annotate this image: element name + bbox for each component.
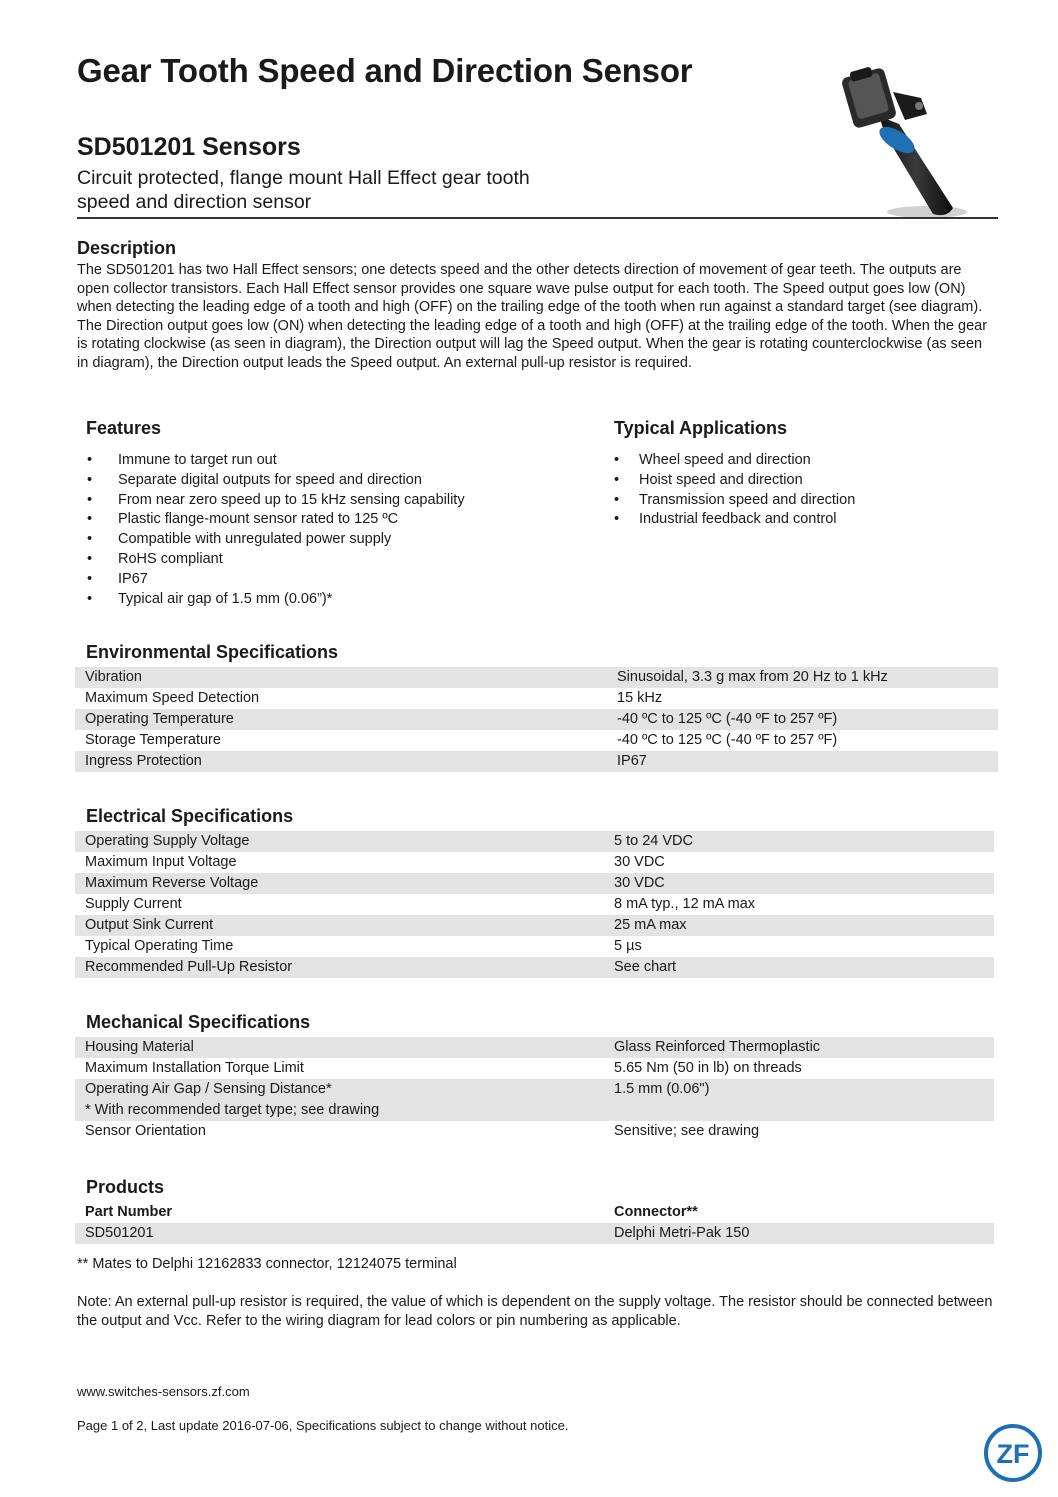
- spec-value: IP67: [617, 753, 647, 769]
- spec-value: Sensitive; see drawing: [614, 1123, 760, 1139]
- products-table: [75, 1202, 994, 1244]
- spec-label: Sensor Orientation: [85, 1123, 206, 1139]
- list-item: • Hoist speed and direction: [614, 471, 855, 491]
- features-list: [87, 451, 465, 609]
- mechanical-heading: Mechanical Specifications: [86, 1012, 311, 1032]
- environmental-table: [75, 667, 998, 772]
- spec-value: 30 VDC: [614, 875, 665, 891]
- table-row: [75, 1037, 994, 1058]
- description-text: The SD501201 has two Hall Effect sensors; one detects speed and the other detects direction of movement of gear teeth. The outputs are open collector transistors. Each Hall Effect sensor provides one square wave pulse output for each tooth. The Speed output goes low (ON) when detecting the leading edge of a tooth and high (OFF) on the trailing edge of the tooth when run against a standard target (see diagram). The Direction output goes low (ON) when detecting the leading edge of a tooth and high (OFF) at the trailing edge of the tooth. When the gear is rotating clockwise (as seen in diagram), the Direction output will lag the Speed output. When the gear is rotating counterclockwise (as seen in diagram), the Direction output leads the Speed output. An external pull-up resistor is required.: [77, 262, 988, 371]
- spec-value: 25 mA max: [614, 917, 687, 933]
- table-row: [75, 1079, 994, 1121]
- table-row: [75, 1058, 994, 1079]
- list-item: • Compatible with unregulated power supply: [87, 530, 465, 550]
- spec-value: 30 VDC: [614, 854, 665, 870]
- spec-label: Maximum Input Voltage: [85, 854, 237, 870]
- spec-value: Glass Reinforced Thermoplastic: [614, 1039, 821, 1055]
- features-heading: Features: [86, 418, 162, 438]
- list-item: • Plastic flange-mount sensor rated to 125 ºC: [87, 510, 465, 530]
- spec-value: See chart: [614, 959, 677, 975]
- environmental-heading: Environmental Specifications: [86, 642, 339, 662]
- applications-list: [614, 451, 855, 530]
- description-heading: Description: [77, 238, 177, 258]
- spec-value: 1.5 mm (0.06"): [614, 1081, 710, 1097]
- spec-label: Ingress Protection: [85, 753, 202, 769]
- spec-label: Housing Material: [85, 1039, 194, 1055]
- spec-value: 5 to 24 VDC: [614, 833, 693, 849]
- list-item: • Separate digital outputs for speed and direction: [87, 471, 465, 491]
- spec-value: 5.65 Nm (50 in lb) on threads: [614, 1060, 802, 1076]
- spec-label: Recommended Pull-Up Resistor: [85, 959, 293, 975]
- connector-footnote: ** Mates to Delphi 12162833 connector, 12124075 terminal: [77, 1256, 457, 1272]
- spec-label: Output Sink Current: [85, 917, 214, 933]
- table-row: [75, 936, 994, 957]
- list-item: • Transmission speed and direction: [614, 491, 855, 511]
- applications-heading: Typical Applications: [614, 418, 788, 438]
- table-row: [75, 1223, 994, 1244]
- electrical-heading: Electrical Specifications: [86, 806, 294, 826]
- table-row: [75, 730, 998, 751]
- pullup-note: Note: An external pull-up resistor is required, the value of which is dependent on the supply voltage. The resistor should be connected between the output and Vcc. Refer to the wiring diagram for lead colors or pin numbering as applicable.: [77, 1294, 993, 1329]
- spec-label: Operating Supply Voltage: [85, 833, 250, 849]
- products-heading: Products: [86, 1177, 165, 1197]
- list-item: • From near zero speed up to 15 kHz sensing capability: [87, 491, 465, 511]
- connector: Delphi Metri-Pak 150: [614, 1225, 750, 1241]
- part-number: SD501201: [85, 1225, 154, 1241]
- column-header-part-number: Part Number: [85, 1204, 173, 1220]
- table-row: [75, 751, 998, 772]
- page-title: Gear Tooth Speed and Direction Sensor: [77, 52, 693, 89]
- spec-value: -40 ºC to 125 ºC (-40 ºF to 257 ºF): [617, 732, 838, 748]
- table-row: [75, 688, 998, 709]
- spec-value: -40 ºC to 125 ºC (-40 ºF to 257 ºF): [617, 711, 838, 727]
- table-row: [75, 915, 994, 936]
- spec-value: 5 µs: [614, 938, 642, 954]
- table-row: [75, 1121, 994, 1142]
- spec-label: Operating Temperature: [85, 711, 234, 727]
- spec-label: Maximum Installation Torque Limit: [85, 1060, 304, 1076]
- zf-logo-icon: [983, 1423, 1043, 1483]
- website-link[interactable]: www.switches-sensors.zf.com: [77, 1384, 250, 1399]
- spec-label: Typical Operating Time: [85, 938, 234, 954]
- column-header-connector: Connector**: [614, 1204, 698, 1220]
- table-row: [75, 852, 994, 873]
- table-header-row: [75, 1202, 994, 1223]
- list-item: • Typical air gap of 1.5 mm (0.06”)*: [87, 590, 465, 610]
- table-row: [75, 831, 994, 852]
- mechanical-table: [75, 1037, 994, 1142]
- spec-label: Maximum Speed Detection: [85, 690, 260, 706]
- sensor-product-image: [835, 62, 975, 222]
- spec-label: Maximum Reverse Voltage: [85, 875, 259, 891]
- list-item: • Immune to target run out: [87, 451, 465, 471]
- table-row: [75, 957, 994, 978]
- spec-value: Sinusoidal, 3.3 g max from 20 Hz to 1 kHz: [617, 669, 888, 685]
- table-row: [75, 709, 998, 730]
- logo-text: ZF: [996, 1439, 1030, 1469]
- spec-footnote: * With recommended target type; see drawing: [85, 1102, 380, 1118]
- spec-label: Storage Temperature: [85, 732, 221, 748]
- table-row: [75, 873, 994, 894]
- page-footer: Page 1 of 2, Last update 2016-07-06, Specifications subject to change without notice.: [77, 1418, 569, 1433]
- product-series-title: SD501201 Sensors: [77, 133, 301, 161]
- product-tagline: Circuit protected, flange mount Hall Effect gear tooth speed and direction sensor: [77, 167, 530, 213]
- header-divider: [77, 217, 998, 219]
- table-row: [75, 667, 998, 688]
- list-item: • RoHS compliant: [87, 550, 465, 570]
- spec-label: Supply Current: [85, 896, 182, 912]
- table-row: [75, 894, 994, 915]
- list-item: • Wheel speed and direction: [614, 451, 855, 471]
- list-item: • IP67: [87, 570, 465, 590]
- spec-label: Vibration: [85, 669, 142, 685]
- electrical-table: [75, 831, 994, 978]
- spec-value: 8 mA typ., 12 mA max: [614, 896, 756, 912]
- spec-value: 15 kHz: [617, 690, 663, 706]
- spec-label: Operating Air Gap / Sensing Distance*: [85, 1081, 332, 1097]
- list-item: • Industrial feedback and control: [614, 510, 855, 530]
